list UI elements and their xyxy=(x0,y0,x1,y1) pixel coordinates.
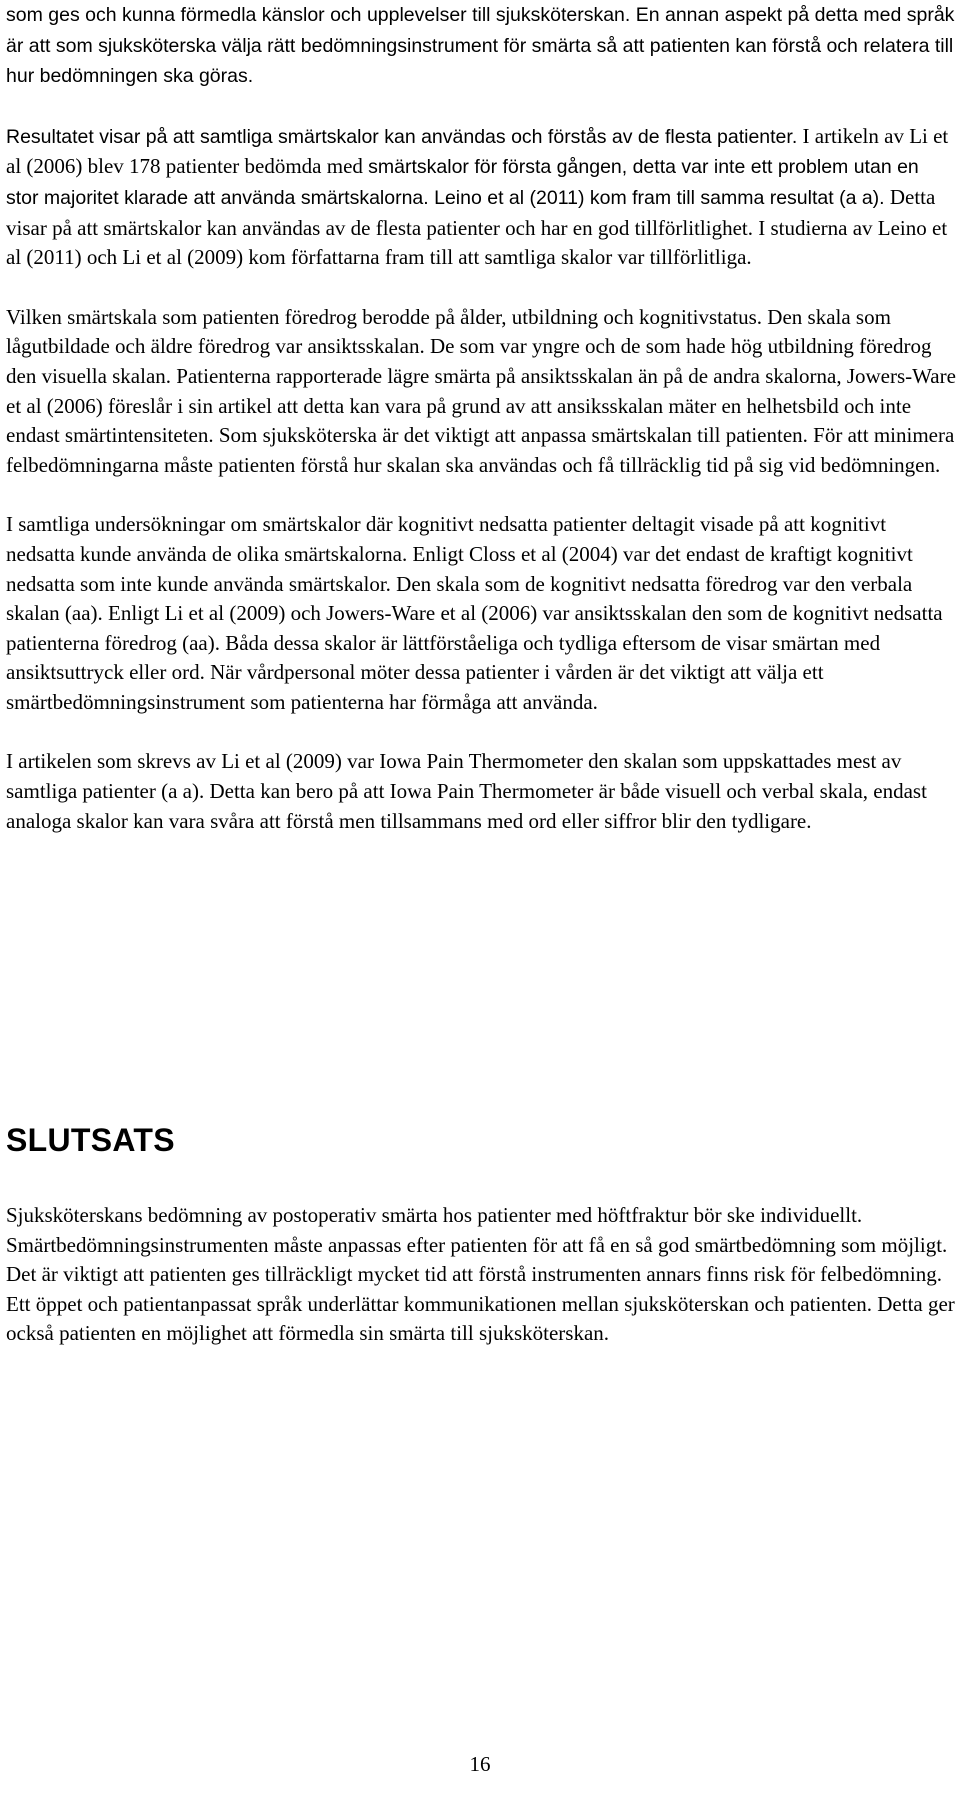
paragraph-1-text: som ges och kunna förmedla känslor och upplevelser till sjuksköterskan. En annan aspekt på detta med språk är att som sjuksköterska välja rätt bedömningsinstrument för smärta så att patienten kan förstå och relatera till hur bedömningen ska göras. xyxy=(6,4,955,88)
paragraph-3 xyxy=(6,303,956,481)
paragraph-2 xyxy=(6,122,956,273)
paragraph-5-text: I artikelen som skrevs av Li et al (2009) var Iowa Pain Thermometer den skalan som uppskattades mest av samtliga patienter (a a). Detta kan bero på att Iowa Pain Thermometer är både visuell och verbal skala, endast analoga skalor kan vara svåra att förstå men tillsammans med ord eller siffror blir den tydligare. xyxy=(6,749,927,833)
paragraph-5 xyxy=(6,747,956,836)
page-number: 16 xyxy=(469,1752,491,1776)
paragraph-6-text: Sjuksköterskans bedömning av postoperativ smärta hos patienter med höftfraktur bör ske individuellt. Smärtbedömningsinstrumenten måste anpassas efter patienten för att få en så god smärtbedömning som möjligt. Det är viktigt att patienten ges tillräckligt mycket tid att förstå instrumenten annars finns risk för felbedömning. Ett öppet och patientanpassat språk underlättar kommunikationen mellan sjuksköterskan och patienten. Detta ger också patienten en möjlighet att förmedla sin smärta till sjuksköterskan. xyxy=(6,1203,955,1346)
paragraph-2-sans-part-1: Resultatet visar på att samtliga smärtskalor kan användas och förstås av de flesta patienter. xyxy=(6,125,798,148)
paragraph-2-serif-part-2: Detta visar på att smärtskalor kan användas av de flesta patienter och har en god tillförlitlighet. I studierna av Leino et al (2011) och Li et al (2009) kom författarna fram till att samtliga skalor var tillförlitliga. xyxy=(6,184,948,270)
paragraph-4-text: I samtliga undersökningar om smärtskalor där kognitivt nedsatta patienter deltagit visade på att kognitivt nedsatta kunde använda de olika smärtskalorna. Enligt Closs et al (2004) var det endast de kraftigt kognitivt nedsatta som inte kunde använda smärtskalor. Den skala som de kognitivt nedsatta föredrog var den verbala skalan (aa). Enligt Li et al (2009) och Jowers-Ware et al (2006) var ansiktsskalan den som de kognitivt nedsatta patienterna föredrog (aa). Båda dessa skalor är lättförståeliga och tydliga eftersom de visar smärtan med ansiktsuttryck eller ord. När vårdpersonal möter dessa patienter i vården är det viktigt att välja ett smärtbedömningsinstrument som patienterna har förmåga att använda. xyxy=(6,512,943,714)
paragraph-2-sans-part-2: smärtskalor för första gången, detta var inte ett problem utan en stor majoritet klarade att använda smärtskalorna. Leino et al (2011) kom fram till samma resultat (a a). xyxy=(6,156,919,209)
paragraph-4 xyxy=(6,510,956,717)
paragraph-3-text: Vilken smärtskala som patienten föredrog berodde på ålder, utbildning och kognitivstatus. Den skala som lågutbildade och äldre föredrog var ansiktsskalan. De som var yngre och de som hade hög utbildning föredrog den visuella skalan. Patienterna rapporterade lägre smärta på ansiktsskalan än på de andra skalorna, Jowers-Ware et al (2006) föreslår i sin artikel att detta kan vara på grund av att ansiksskalan mäter en helhetsbild och inte endast smärtintensiteten. Som sjuksköterska är det viktigt att anpassa smärtskalan till patienten. För att minimera felbedömningarna måste patienten förstå hur skalan ska användas och få tillräcklig tid på sig vid bedömningen. xyxy=(6,304,956,477)
paragraph-1 xyxy=(6,0,956,92)
paragraph-6 xyxy=(6,1201,956,1349)
paragraph-2-serif-part-1: I artikeln av Li et al (2006) blev 178 patienter bedömda med xyxy=(6,123,949,179)
document-body xyxy=(6,0,956,836)
section-heading: SLUTSATS xyxy=(6,1122,175,1158)
